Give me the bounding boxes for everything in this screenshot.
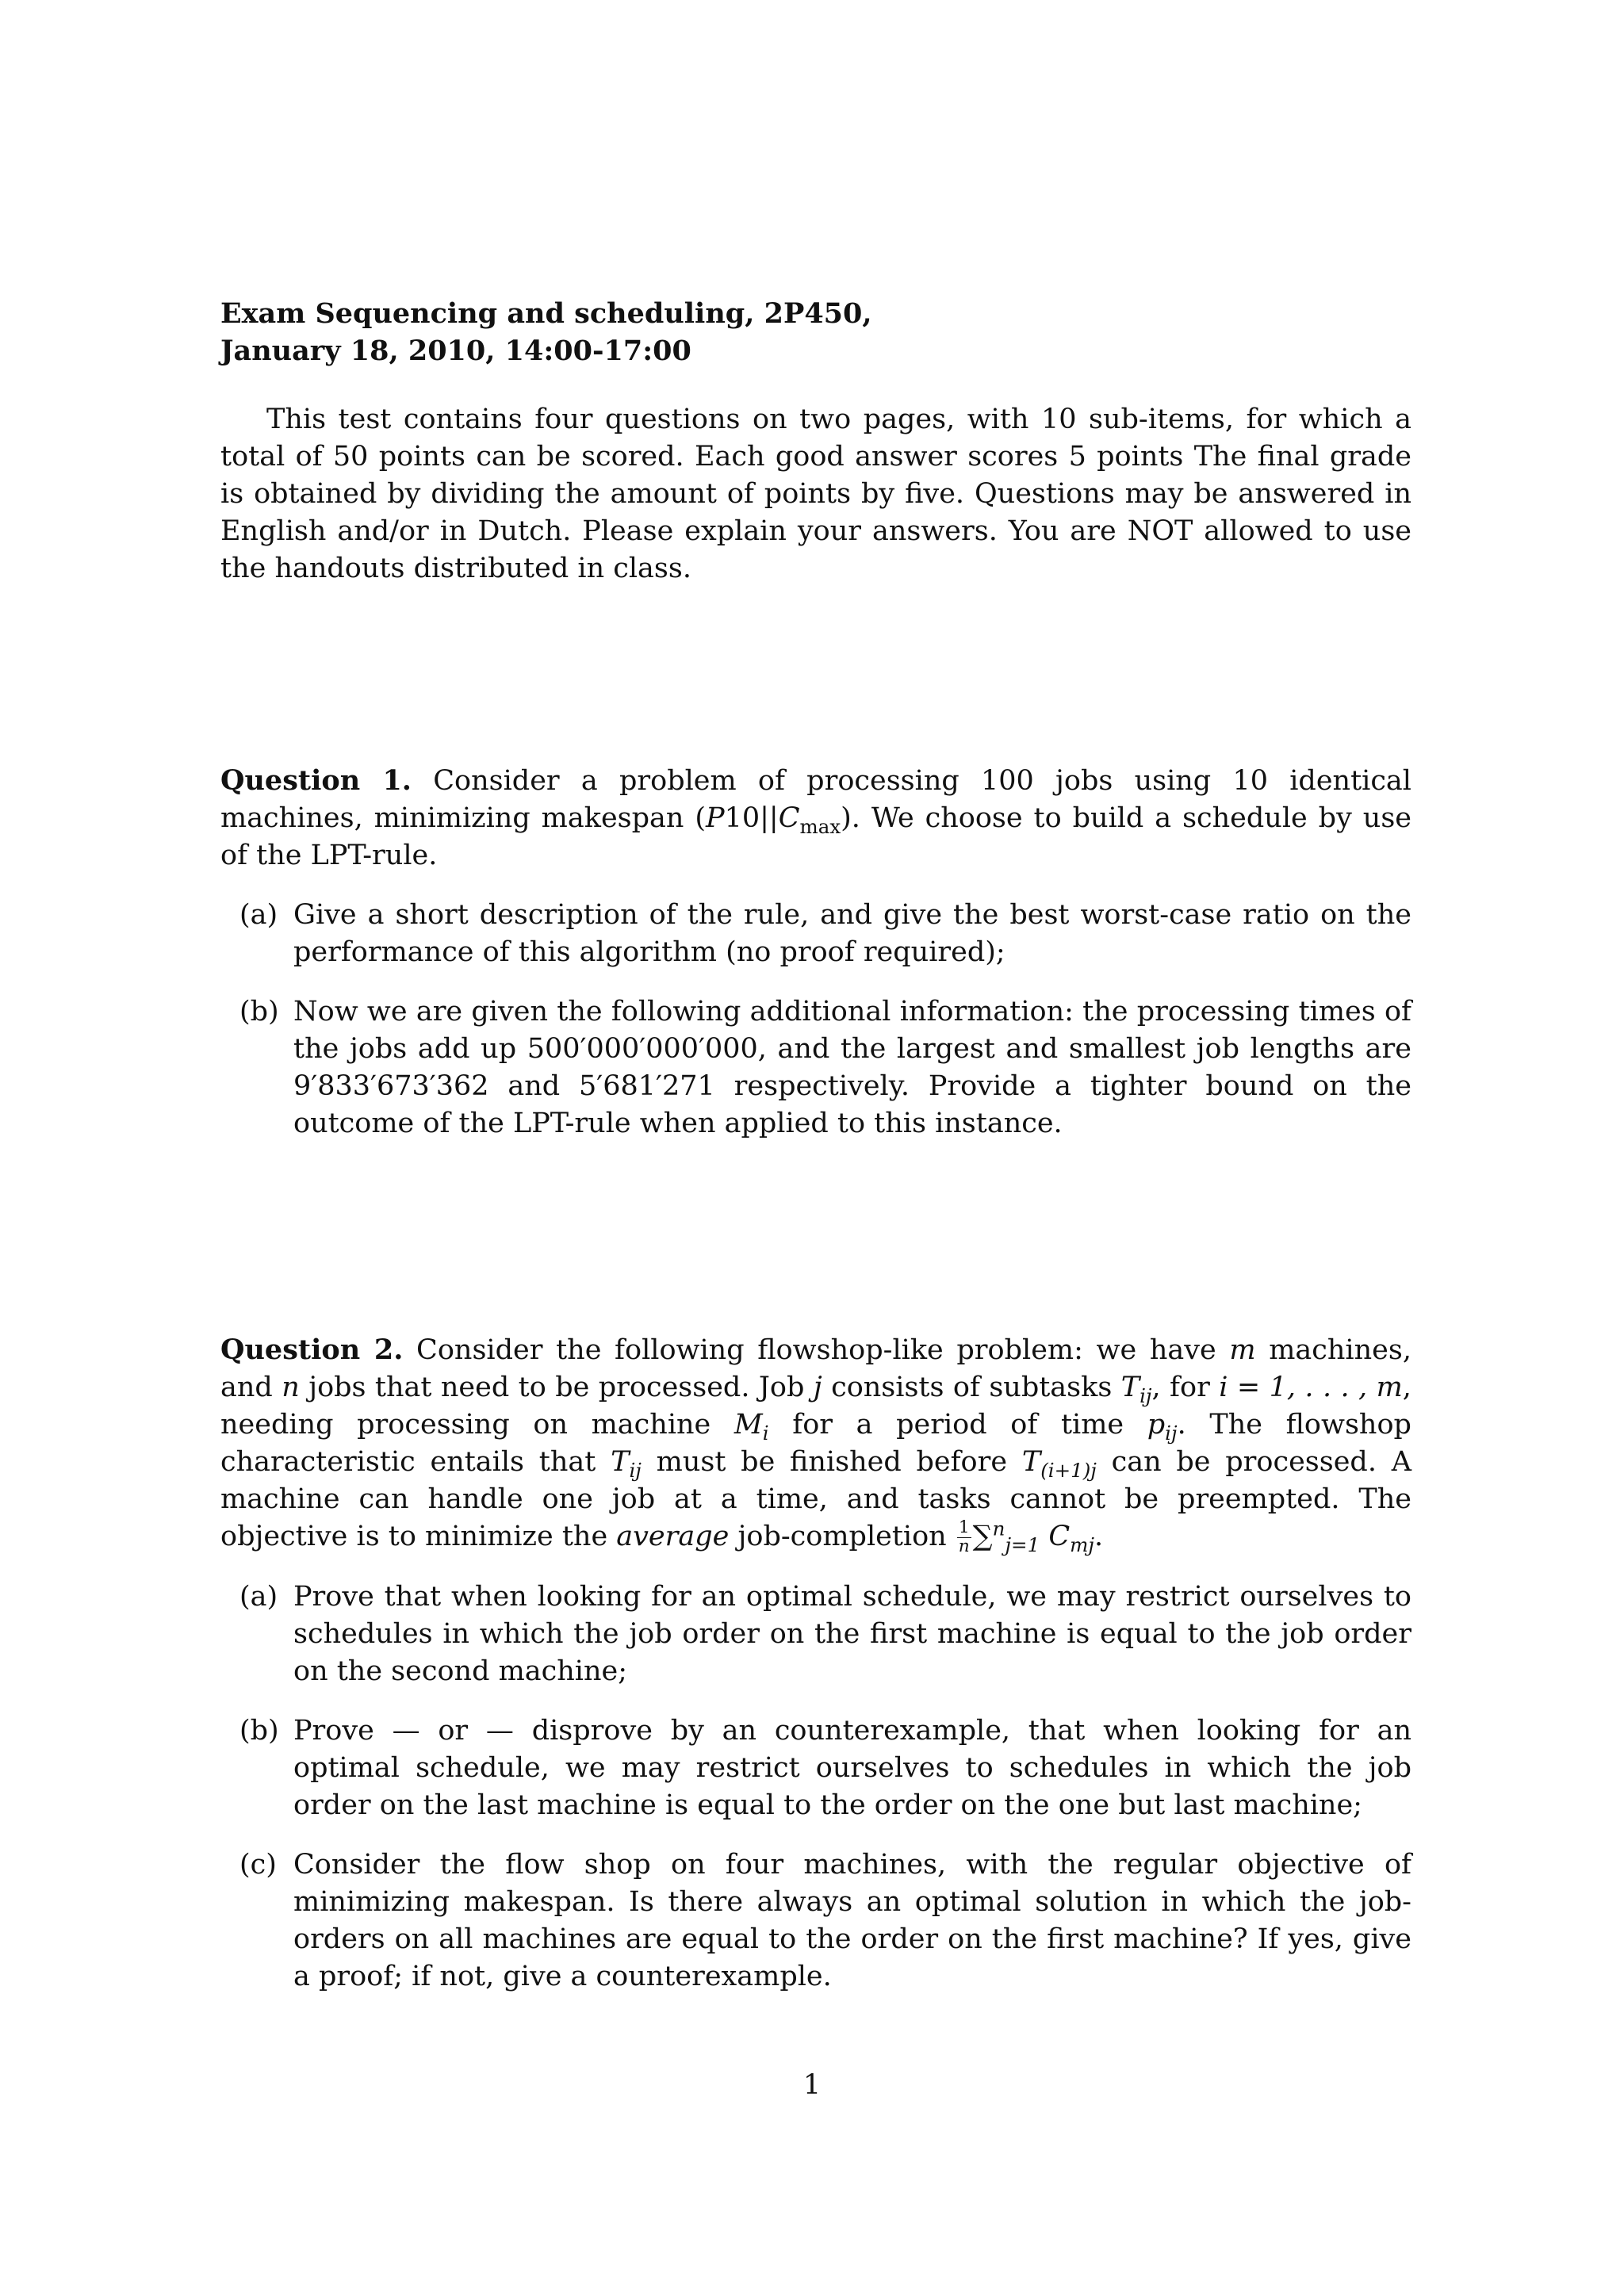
title-line-2: January 18, 2010, 14:00-17:00 [220,335,691,367]
intro-paragraph: This test contains four questions on two pages, with 10 sub-items, for which a total of 50 points can be scored. Each good answer scores 5 points The final grade is obtained by dividing the amount of points by five. Questions may be answered in English and/or in Dutch. Please explain your answers. You are NOT allowed to use the handouts distributed in class. [220,404,1411,584]
fraction-one-over-n: $\frac{1}{n}$ [958,1517,970,1556]
question-1-heading: Question 1. [220,764,412,797]
page-number: 1 [802,2069,822,2101]
question-1-item-a: (a) Give a short description of the rule, and give the best worst-case ratio on the performance of this algorithm (no proof required); [239,899,1411,968]
question-1-text: Question 1. Consider a problem of processing 100 jobs using 10 identical machines, minimizing makespan $(P10||C_{max})$. We choose to build a schedule by use of the LPT-rule. [220,764,1411,871]
question-2-item-c: (c) Consider the flow shop on four machines, with the regular objective of minimizing makespan. Is there always an optimal solution in which the job-orders on all machines are equal to the order on the first machine? If yes, give a proof; if not, give a counterexample. [239,1848,1411,1992]
question-2-item-a: (a) Prove that when looking for an optimal schedule, we may restrict ourselves to schedules in which the job order on the first machine is equal to the job order on the second machine; [239,1580,1411,1687]
question-1-items [220,897,1411,1142]
sum-symbol: ∑ [972,1521,993,1552]
question-2-heading: Question 2. [220,1334,404,1366]
question-2-item-b: (b) Prove — or — disprove by an counterexample, that when looking for an optimal schedule, we may restrict ourselves to schedules in which the job order on the last machine is equal to the order on the one but last machine; [239,1714,1411,1821]
question-1-item-b: (b) Now we are given the following additional information: the processing times of the jobs add up 500′000′000′000, and the largest and smallest job lengths are 9′833′673′362 and 5′681′271 respectively. Provide a tighter bound on the outcome of the LPT-rule when applied to this instance. [239,996,1411,1139]
question-2 [220,1331,1411,1996]
exam-page [220,295,1411,2018]
question-2-text: Question 2. Consider the following flowshop-like problem: we have m machines, and n jobs that need to be processed. Job j consists of subtasks $T_{ij}$, for i = 1, . . . , m, needing processing on machine $M_i$ for a period of time $p_{ij}$. The flowshop characteristic entails that $T_{ij}$ must be finished before $T_{(i+1)j}$ can be processed. A machine can handle one job at a time, and tasks cannot be preempted. The objective is to minimize the average job-completion $\frac{1}{n}$ ∑$^n_{j=1}$ $C_{mj}$. [220,1334,1411,1556]
question-1 [220,762,1411,1142]
question-2-items [220,1578,1411,1996]
title-line-1: Exam Sequencing and scheduling, 2P450, [220,297,872,330]
exam-title [220,295,1411,369]
